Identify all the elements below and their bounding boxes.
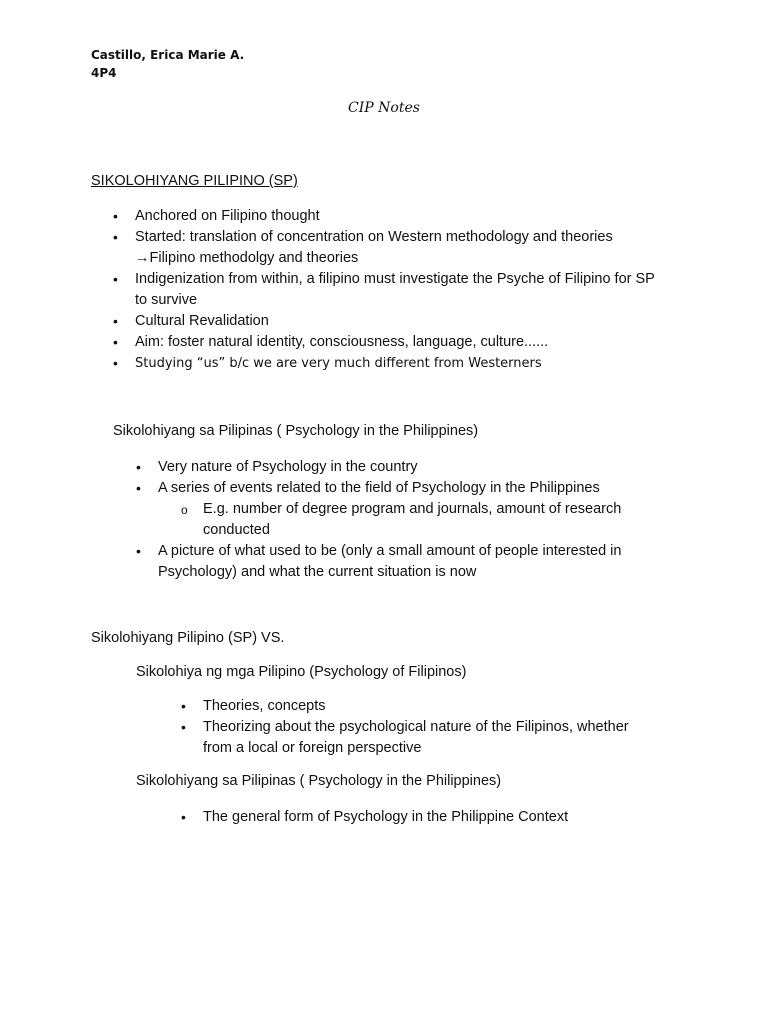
document-title: CIP Notes [348,100,420,116]
heading-psychology-in-philippines-2: Sikolohiyang sa Pilipinas ( Psychology in the Philippines) [136,773,502,789]
list-item: • A picture of what used to be (only a small amount of people interested in Psychology) and what the current situation is now [136,541,696,583]
list-item: • Very nature of Psychology in the country [136,457,696,478]
list-item: • Cultural Revalidation [113,311,713,332]
list-item: • Studying “us” b/c we are very much different from Westerners [113,353,713,374]
list-item: • The general form of Psychology in the Philippine Context [181,807,701,828]
list-item: • Indigenization from within, a filipino must investigate the Psyche of Filipino for SP to survive [113,269,713,311]
list-item: • Anchored on Filipino thought [113,206,713,227]
author-section: 4P4 [91,66,117,80]
list-item: • A series of events related to the field of Psychology in the Philippines o E.g. number of degree program and journals, amount of research conducted [136,478,696,541]
list-item: • Theories, concepts [181,696,701,717]
author-header [91,46,244,82]
sap-sub-list [181,499,696,541]
list-item: • Started: translation of concentration on Western methodology and theories →Filipino methodolgy and theories [113,227,713,269]
pof-bullet-list [181,696,701,759]
sp-bullet-list [113,206,713,374]
heading-psychology-in-philippines: Sikolohiyang sa Pilipinas ( Psychology in the Philippines) [113,423,479,439]
author-name: Castillo, Erica Marie A. [91,48,245,62]
pip-bullet-list [181,807,701,828]
heading-sikolohiyang-pilipino: SIKOLOHIYANG PILIPINO (SP) [91,173,298,189]
list-item: • Aim: foster natural identity, consciousness, language, culture...... [113,332,713,353]
sap-bullet-list [136,457,696,583]
heading-sp-vs: Sikolohiyang Pilipino (SP) VS. [91,630,285,646]
heading-psychology-of-filipinos: Sikolohiya ng mga Pilipino (Psychology of Filipinos) [136,664,467,680]
list-item: • Theorizing about the psychological nature of the Filipinos, whether from a local or foreign perspective [181,717,701,759]
list-item: o E.g. number of degree program and journals, amount of research conducted [181,499,696,541]
